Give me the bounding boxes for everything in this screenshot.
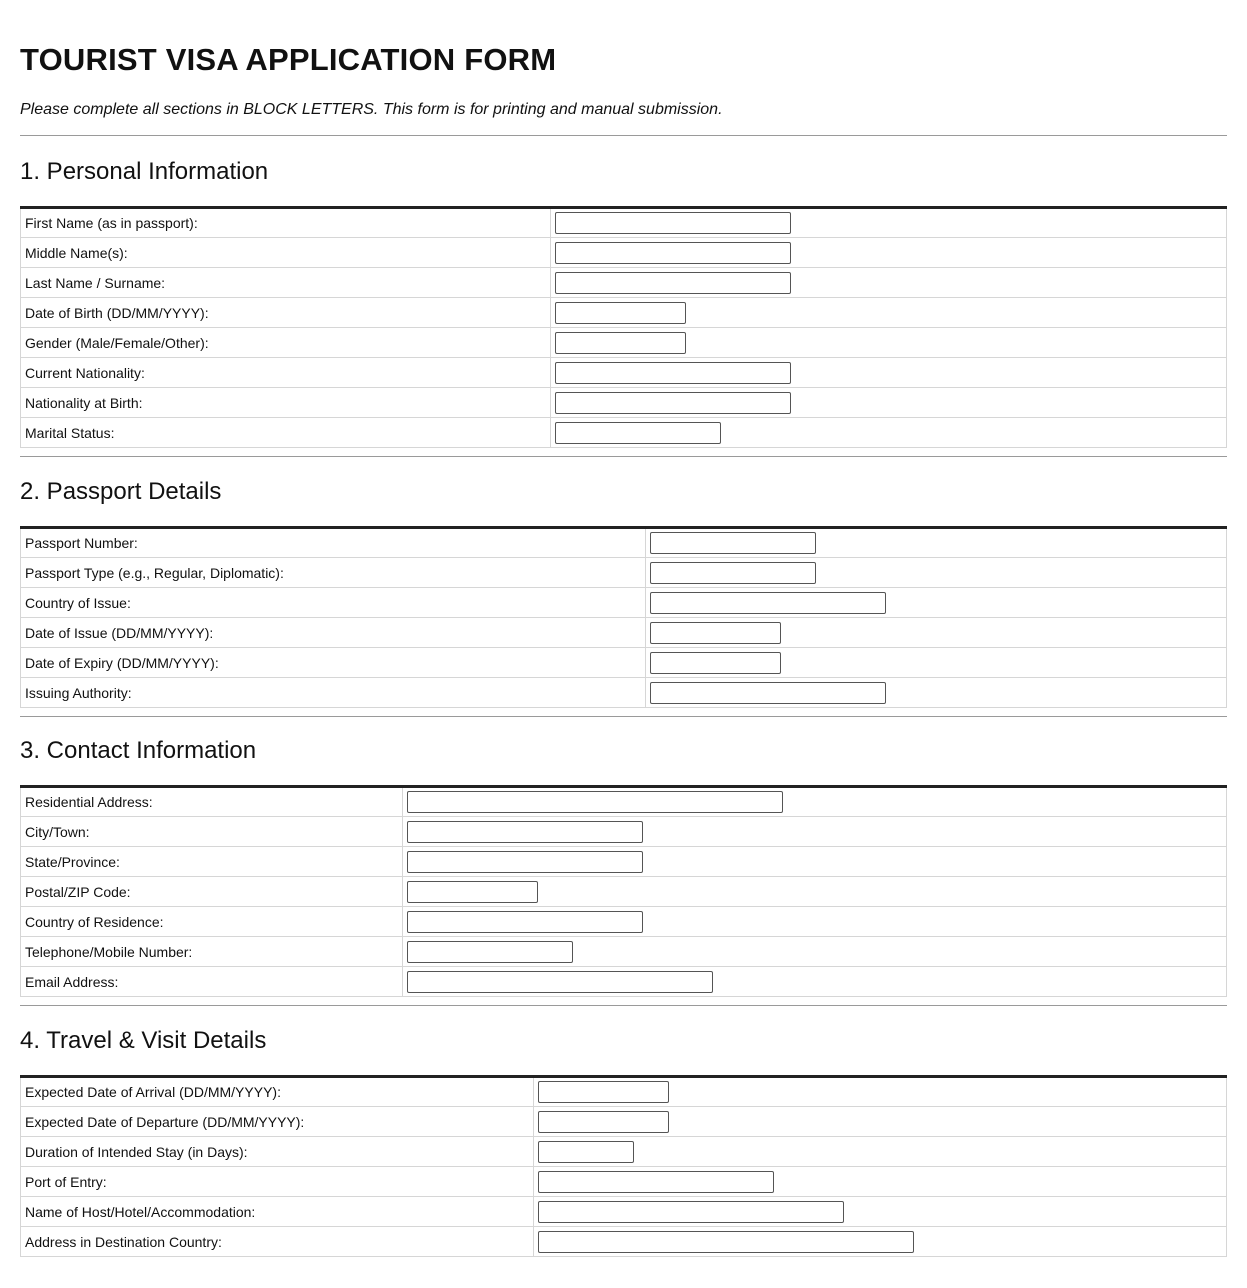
gender-input[interactable] (555, 332, 686, 354)
table-row (21, 817, 1227, 847)
field-cell (646, 528, 1227, 558)
field-label: Passport Number: (21, 528, 646, 558)
passport-type-input[interactable] (650, 562, 816, 584)
section-title-passport-details: 2. Passport Details (20, 478, 222, 505)
field-label: Name of Host/Hotel/Accommodation: (21, 1197, 534, 1227)
date-of-birth-input[interactable] (555, 302, 686, 324)
marital-status-input[interactable] (555, 422, 721, 444)
section-title-contact-information: 3. Contact Information (20, 737, 257, 764)
divider (20, 1005, 1227, 1006)
field-label: Country of Residence: (21, 907, 403, 937)
field-cell (646, 558, 1227, 588)
table-row (21, 877, 1227, 907)
table-row (21, 418, 1227, 448)
last-name-input[interactable] (555, 272, 791, 294)
field-label: Email Address: (21, 967, 403, 997)
field-label: Residential Address: (21, 787, 403, 817)
contact-information-table (20, 785, 1227, 997)
table-row (21, 618, 1227, 648)
host-accommodation-input[interactable] (538, 1201, 844, 1223)
field-label: State/Province: (21, 847, 403, 877)
arrival-date-input[interactable] (538, 1081, 669, 1103)
field-cell (551, 298, 1227, 328)
field-label: City/Town: (21, 817, 403, 847)
table-row (21, 358, 1227, 388)
table-row (21, 1167, 1227, 1197)
field-label: Current Nationality: (21, 358, 551, 388)
table-row (21, 1077, 1227, 1107)
table-row (21, 678, 1227, 708)
table-row (21, 388, 1227, 418)
field-label: Country of Issue: (21, 588, 646, 618)
field-cell (534, 1077, 1227, 1107)
section-title-personal-information: 1. Personal Information (20, 158, 269, 185)
duration-of-stay-input[interactable] (538, 1141, 634, 1163)
city-town-input[interactable] (407, 821, 643, 843)
current-nationality-input[interactable] (555, 362, 791, 384)
field-cell (403, 847, 1227, 877)
table-row (21, 787, 1227, 817)
table-row (21, 648, 1227, 678)
field-label: First Name (as in passport): (21, 208, 551, 238)
field-cell (403, 937, 1227, 967)
divider (20, 456, 1227, 457)
field-label: Date of Birth (DD/MM/YYYY): (21, 298, 551, 328)
field-label: Date of Expiry (DD/MM/YYYY): (21, 648, 646, 678)
field-cell (551, 238, 1227, 268)
section-title-travel-visit-details: 4. Travel & Visit Details (20, 1027, 267, 1054)
country-of-issue-input[interactable] (650, 592, 886, 614)
table-row (21, 847, 1227, 877)
field-label: Address in Destination Country: (21, 1227, 534, 1257)
travel-visit-details-table (20, 1075, 1227, 1257)
field-label: Postal/ZIP Code: (21, 877, 403, 907)
first-name-input[interactable] (555, 212, 791, 234)
email-address-input[interactable] (407, 971, 713, 993)
field-cell (551, 328, 1227, 358)
field-cell (551, 358, 1227, 388)
field-label: Gender (Male/Female/Other): (21, 328, 551, 358)
nationality-at-birth-input[interactable] (555, 392, 791, 414)
field-label: Port of Entry: (21, 1167, 534, 1197)
middle-name-input[interactable] (555, 242, 791, 264)
telephone-mobile-input[interactable] (407, 941, 573, 963)
state-province-input[interactable] (407, 851, 643, 873)
field-cell (551, 208, 1227, 238)
field-label: Expected Date of Arrival (DD/MM/YYYY): (21, 1077, 534, 1107)
field-cell (534, 1197, 1227, 1227)
field-cell (403, 877, 1227, 907)
date-of-expiry-input[interactable] (650, 652, 781, 674)
departure-date-input[interactable] (538, 1111, 669, 1133)
table-row (21, 208, 1227, 238)
field-label: Passport Type (e.g., Regular, Diplomatic): (21, 558, 646, 588)
date-of-issue-input[interactable] (650, 622, 781, 644)
field-cell (551, 268, 1227, 298)
form-title: TOURIST VISA APPLICATION FORM (20, 42, 557, 77)
field-label: Middle Name(s): (21, 238, 551, 268)
field-label: Last Name / Surname: (21, 268, 551, 298)
table-row (21, 528, 1227, 558)
divider (20, 135, 1227, 136)
table-row (21, 1137, 1227, 1167)
port-of-entry-input[interactable] (538, 1171, 774, 1193)
table-row (21, 588, 1227, 618)
table-row (21, 1107, 1227, 1137)
destination-address-input[interactable] (538, 1231, 914, 1253)
field-label: Marital Status: (21, 418, 551, 448)
table-row (21, 907, 1227, 937)
table-row (21, 558, 1227, 588)
passport-number-input[interactable] (650, 532, 816, 554)
field-cell (551, 418, 1227, 448)
passport-details-table (20, 526, 1227, 708)
field-cell (646, 678, 1227, 708)
table-row (21, 937, 1227, 967)
field-cell (403, 967, 1227, 997)
residential-address-input[interactable] (407, 791, 783, 813)
table-row (21, 1227, 1227, 1257)
field-cell (551, 388, 1227, 418)
table-row (21, 967, 1227, 997)
field-label: Telephone/Mobile Number: (21, 937, 403, 967)
field-cell (534, 1137, 1227, 1167)
postal-zip-code-input[interactable] (407, 881, 538, 903)
field-cell (646, 618, 1227, 648)
divider (20, 716, 1227, 717)
issuing-authority-input[interactable] (650, 682, 886, 704)
field-cell (646, 588, 1227, 618)
field-label: Date of Issue (DD/MM/YYYY): (21, 618, 646, 648)
personal-information-table (20, 206, 1227, 448)
country-of-residence-input[interactable] (407, 911, 643, 933)
field-cell (403, 787, 1227, 817)
table-row (21, 328, 1227, 358)
field-cell (534, 1107, 1227, 1137)
table-row (21, 1197, 1227, 1227)
field-label: Duration of Intended Stay (in Days): (21, 1137, 534, 1167)
table-row (21, 238, 1227, 268)
table-row (21, 268, 1227, 298)
field-cell (534, 1227, 1227, 1257)
field-cell (403, 907, 1227, 937)
field-label: Nationality at Birth: (21, 388, 551, 418)
field-label: Expected Date of Departure (DD/MM/YYYY): (21, 1107, 534, 1137)
field-cell (403, 817, 1227, 847)
table-row (21, 298, 1227, 328)
field-cell (534, 1167, 1227, 1197)
field-cell (646, 648, 1227, 678)
form-instructions: Please complete all sections in BLOCK LETTERS. This form is for printing and manual submission. (20, 101, 723, 118)
field-label: Issuing Authority: (21, 678, 646, 708)
